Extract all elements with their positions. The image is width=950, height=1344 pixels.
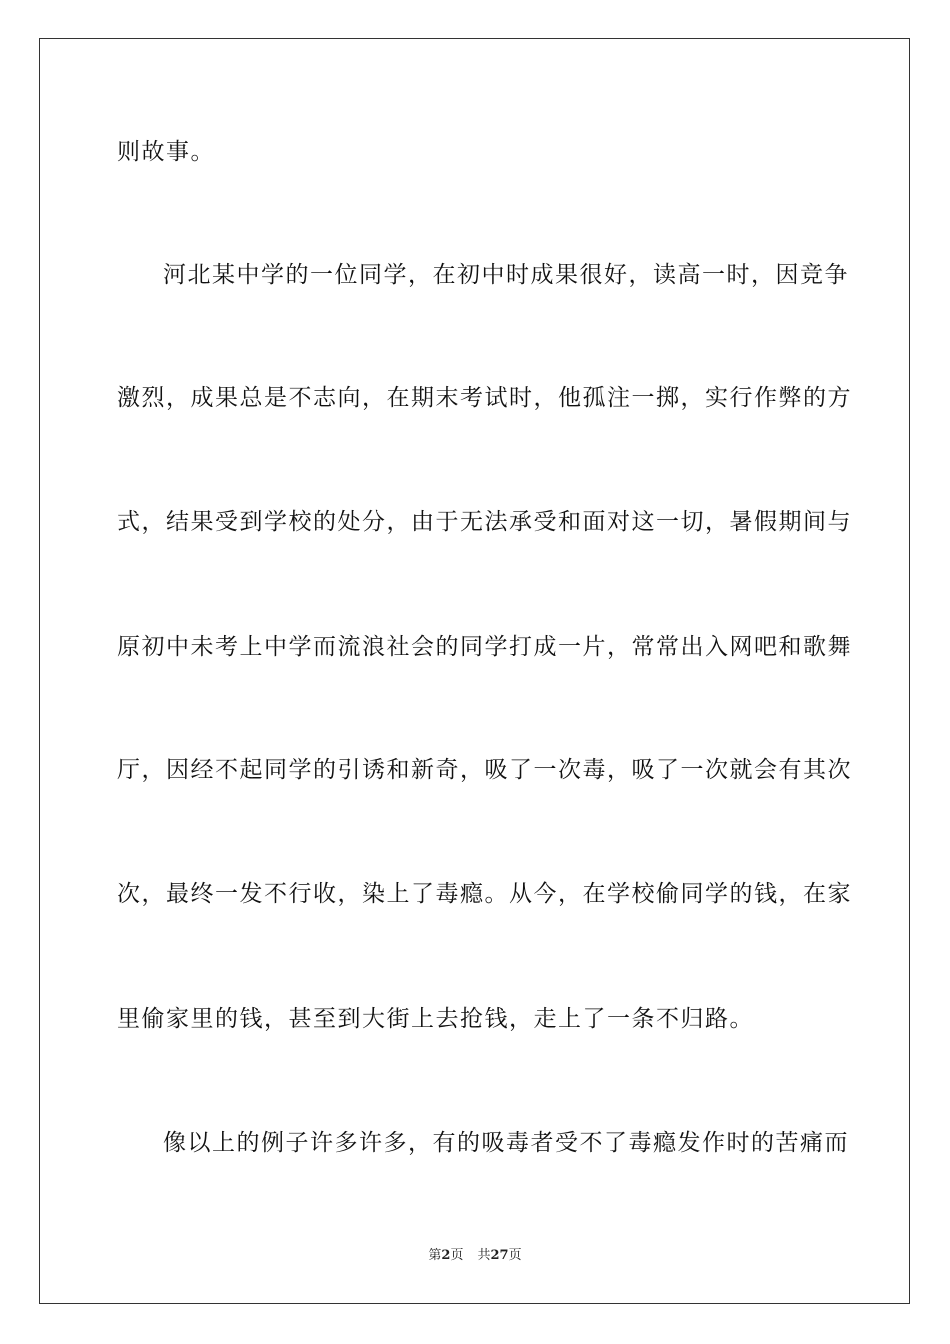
page-suffix: 页 bbox=[450, 1248, 464, 1263]
text-line: 次，最终一发不行收，染上了毒瘾。从今，在学校偷同学的钱，在家 bbox=[117, 881, 852, 907]
total-suffix: 页 bbox=[508, 1248, 522, 1263]
text-line: 原初中未考上中学而流浪社会的同学打成一片，常常出入网吧和歌舞 bbox=[117, 634, 852, 660]
text-line: 激烈，成果总是不志向，在期末考试时，他孤注一掷，实行作弊的方 bbox=[117, 385, 852, 411]
text-line: 式，结果受到学校的处分，由于无法承受和面对这一切，暑假期间与 bbox=[117, 509, 852, 535]
page-border bbox=[39, 38, 910, 1304]
total-prefix: 共 bbox=[477, 1248, 491, 1263]
paragraph-first-line: 河北某中学的一位同学，在初中时成果很好，读高一时，因竞争 bbox=[163, 262, 849, 288]
text-line: 厅，因经不起同学的引诱和新奇，吸了一次毒，吸了一次就会有其次 bbox=[117, 757, 852, 783]
text-line: 里偷家里的钱，甚至到大街上去抢钱，走上了一条不归路。 bbox=[117, 1006, 754, 1032]
page-prefix: 第 bbox=[428, 1248, 442, 1263]
text-line: 则故事。 bbox=[117, 139, 215, 165]
total-pages: 27 bbox=[490, 1248, 509, 1263]
page-number: 2 bbox=[441, 1248, 451, 1263]
paragraph-first-line: 像以上的例子许多许多，有的吸毒者受不了毒瘾发作时的苦痛而 bbox=[163, 1130, 849, 1156]
page-footer bbox=[0, 1247, 950, 1265]
